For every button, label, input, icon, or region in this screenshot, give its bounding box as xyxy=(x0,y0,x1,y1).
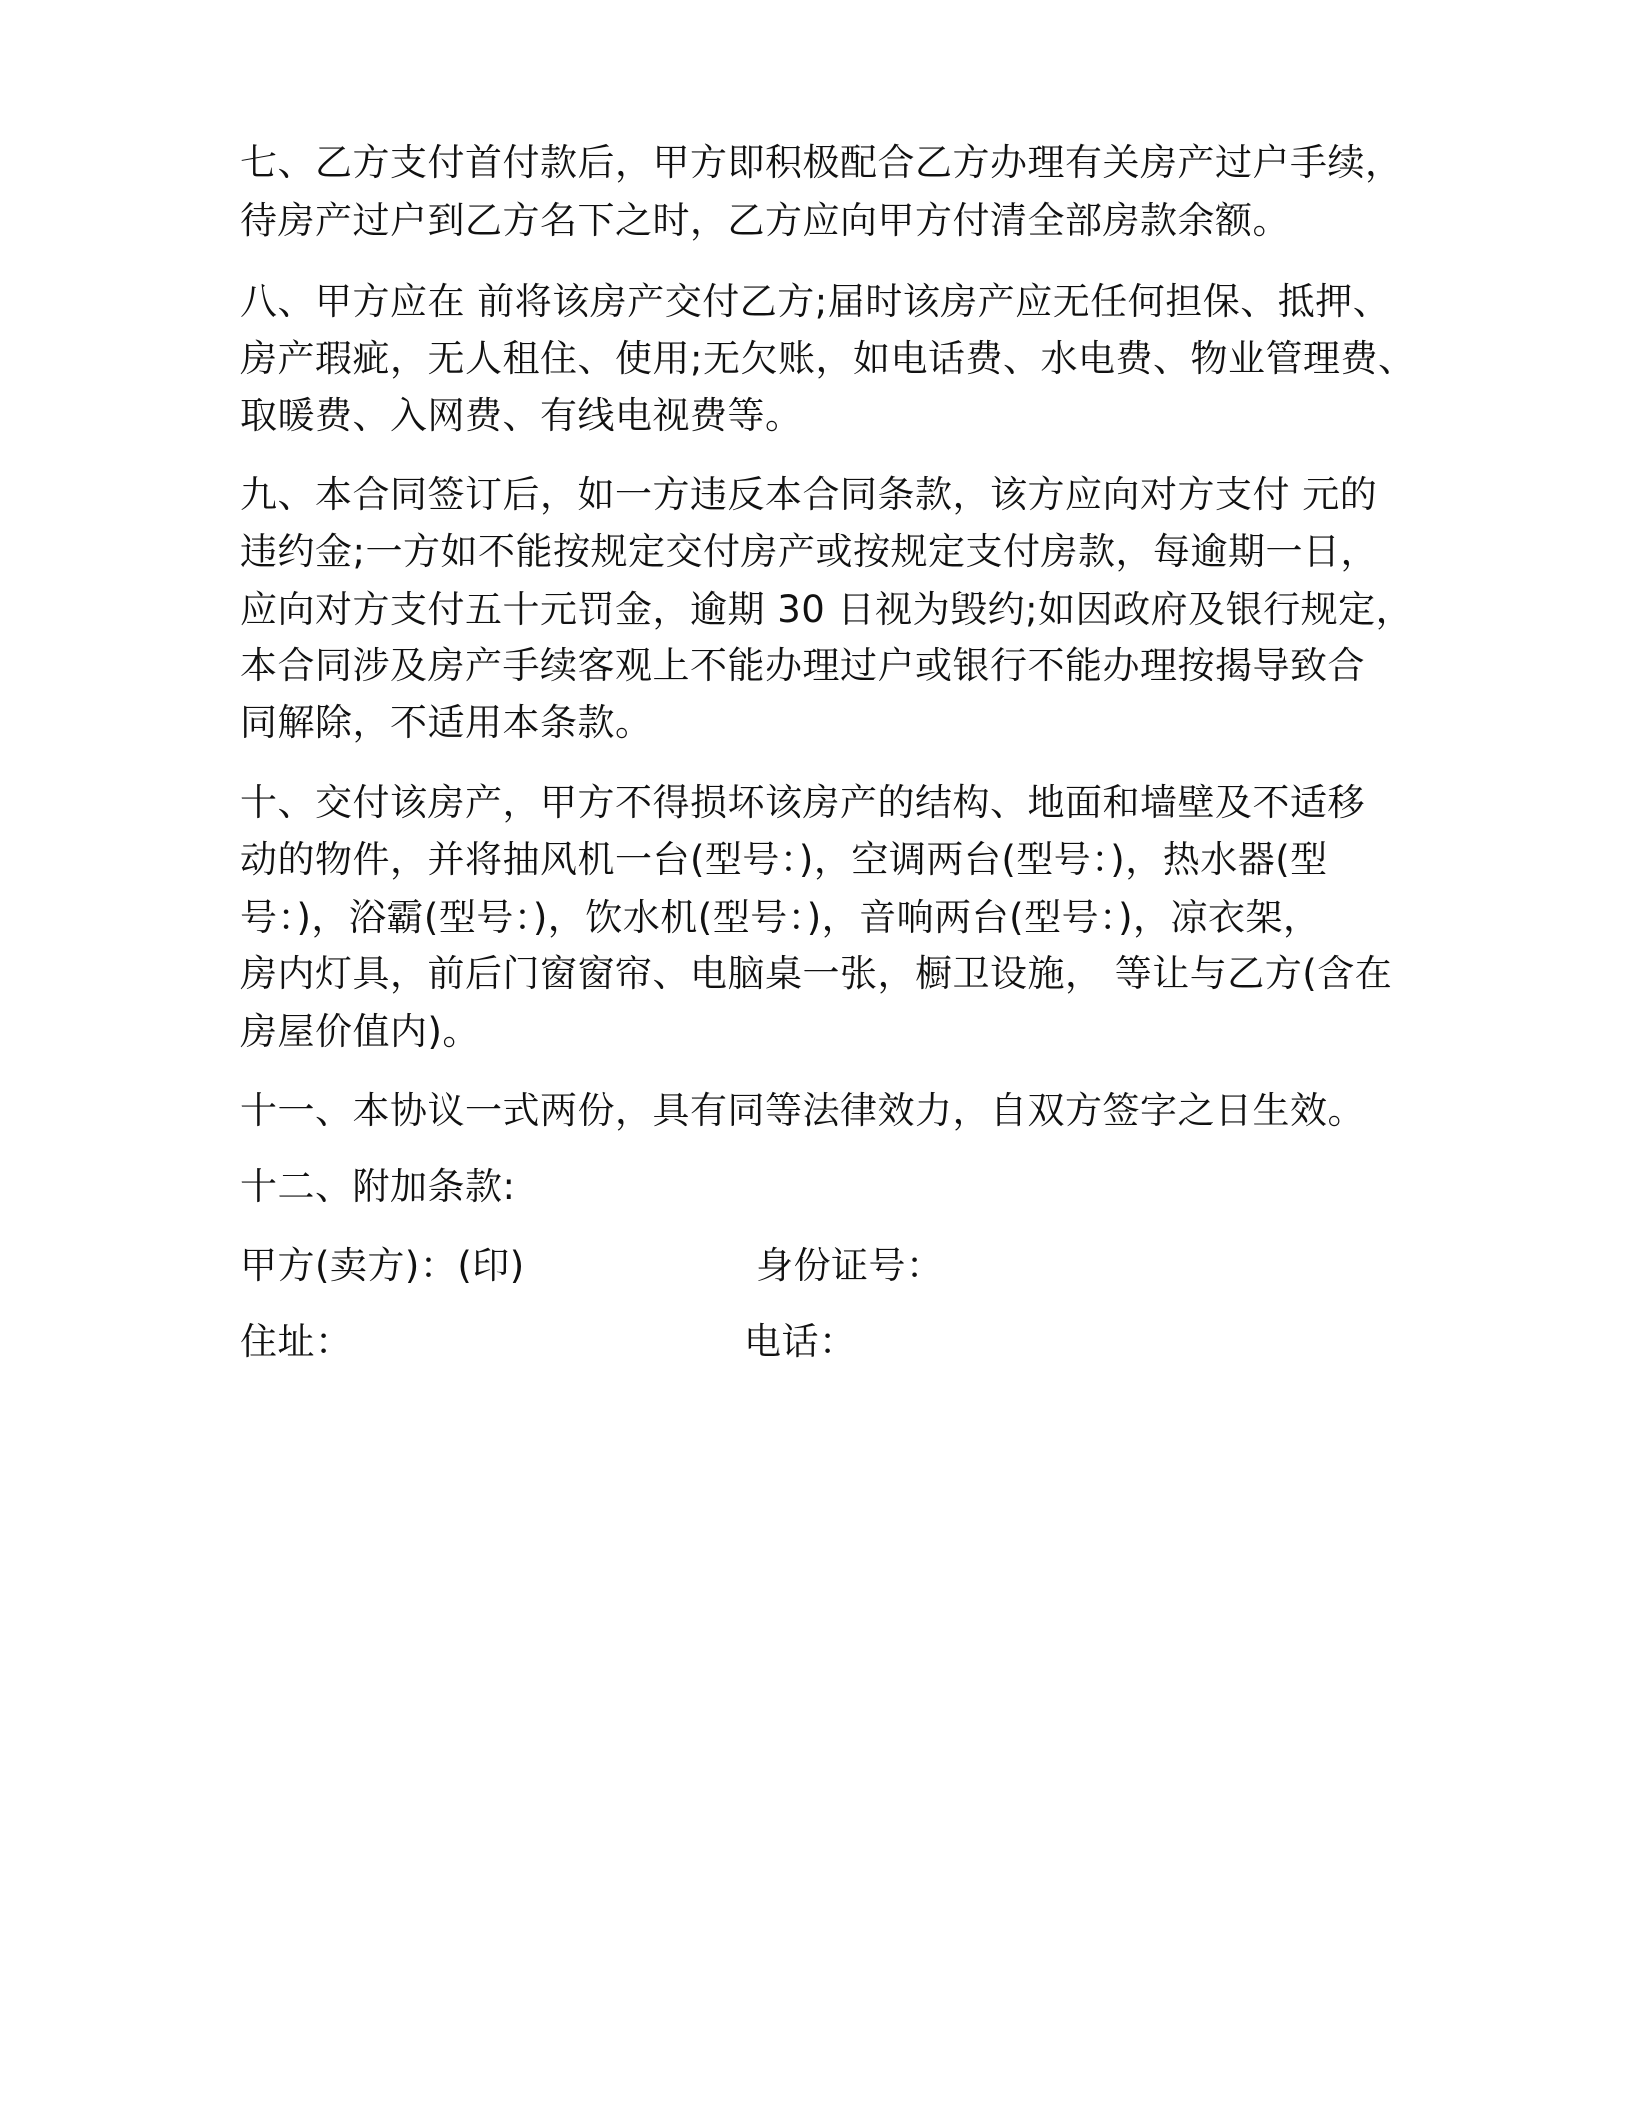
clause-8-line-1: 八、甲方应在 前将该房产交付乙方;届时该房产应无任何担保、抵押、 xyxy=(240,280,1391,323)
clause-11-line-1: 十一、本协议一式两份，具有同等法律效力，自双方签字之日生效。 xyxy=(240,1089,1365,1132)
clause-10-line-2: 动的物件，并将抽风机一台(型号：)，空调两台(型号：)，热水器(型 xyxy=(240,838,1328,881)
clause-12-line-1: 十二、附加条款: xyxy=(240,1165,516,1208)
id-number-label: 身份证号： xyxy=(756,1244,944,1287)
clause-7-line-1: 七、乙方支付首付款后，甲方即积极配合乙方办理有关房产过户手续， xyxy=(240,141,1403,184)
phone-label: 电话： xyxy=(744,1320,857,1363)
clause-7-line-2: 待房产过户到乙方名下之时，乙方应向甲方付清全部房款余额。 xyxy=(240,199,1290,242)
clause-9-line-5: 同解除，不适用本条款。 xyxy=(240,701,653,744)
clause-9-line-1: 九、本合同签订后，如一方违反本合同条款，该方应向对方支付 元的 xyxy=(240,473,1378,516)
clause-9-line-3: 应向对方支付五十元罚金，逾期 30 日视为毁约;如因政府及银行规定， xyxy=(240,588,1414,631)
clause-10-line-1: 十、交付该房产，甲方不得损坏该房产的结构、地面和墙壁及不适移 xyxy=(240,781,1365,824)
address-label: 住址： xyxy=(240,1320,353,1363)
clause-10-line-5: 房屋价值内)。 xyxy=(240,1010,480,1053)
party-a-label: 甲方(卖方)：(印) xyxy=(240,1244,525,1287)
clause-9-line-4: 本合同涉及房产手续客观上不能办理过户或银行不能办理按揭导致合 xyxy=(240,644,1365,687)
clause-9-line-2: 违约金;一方如不能按规定交付房产或按规定支付房款，每逾期一日， xyxy=(240,530,1378,573)
clause-10-line-3: 号：)，浴霸(型号：)，饮水机(型号：)，音响两台(型号：)，凉衣架， xyxy=(240,896,1321,939)
clause-8-line-3: 取暖费、入网费、有线电视费等。 xyxy=(240,394,803,437)
clause-8-line-2: 房产瑕疵，无人租住、使用;无欠账，如电话费、水电费、物业管理费、 xyxy=(240,337,1416,380)
clause-10-line-4: 房内灯具，前后门窗窗帘、电脑桌一张，橱卫设施， 等让与乙方(含在 xyxy=(240,952,1393,995)
